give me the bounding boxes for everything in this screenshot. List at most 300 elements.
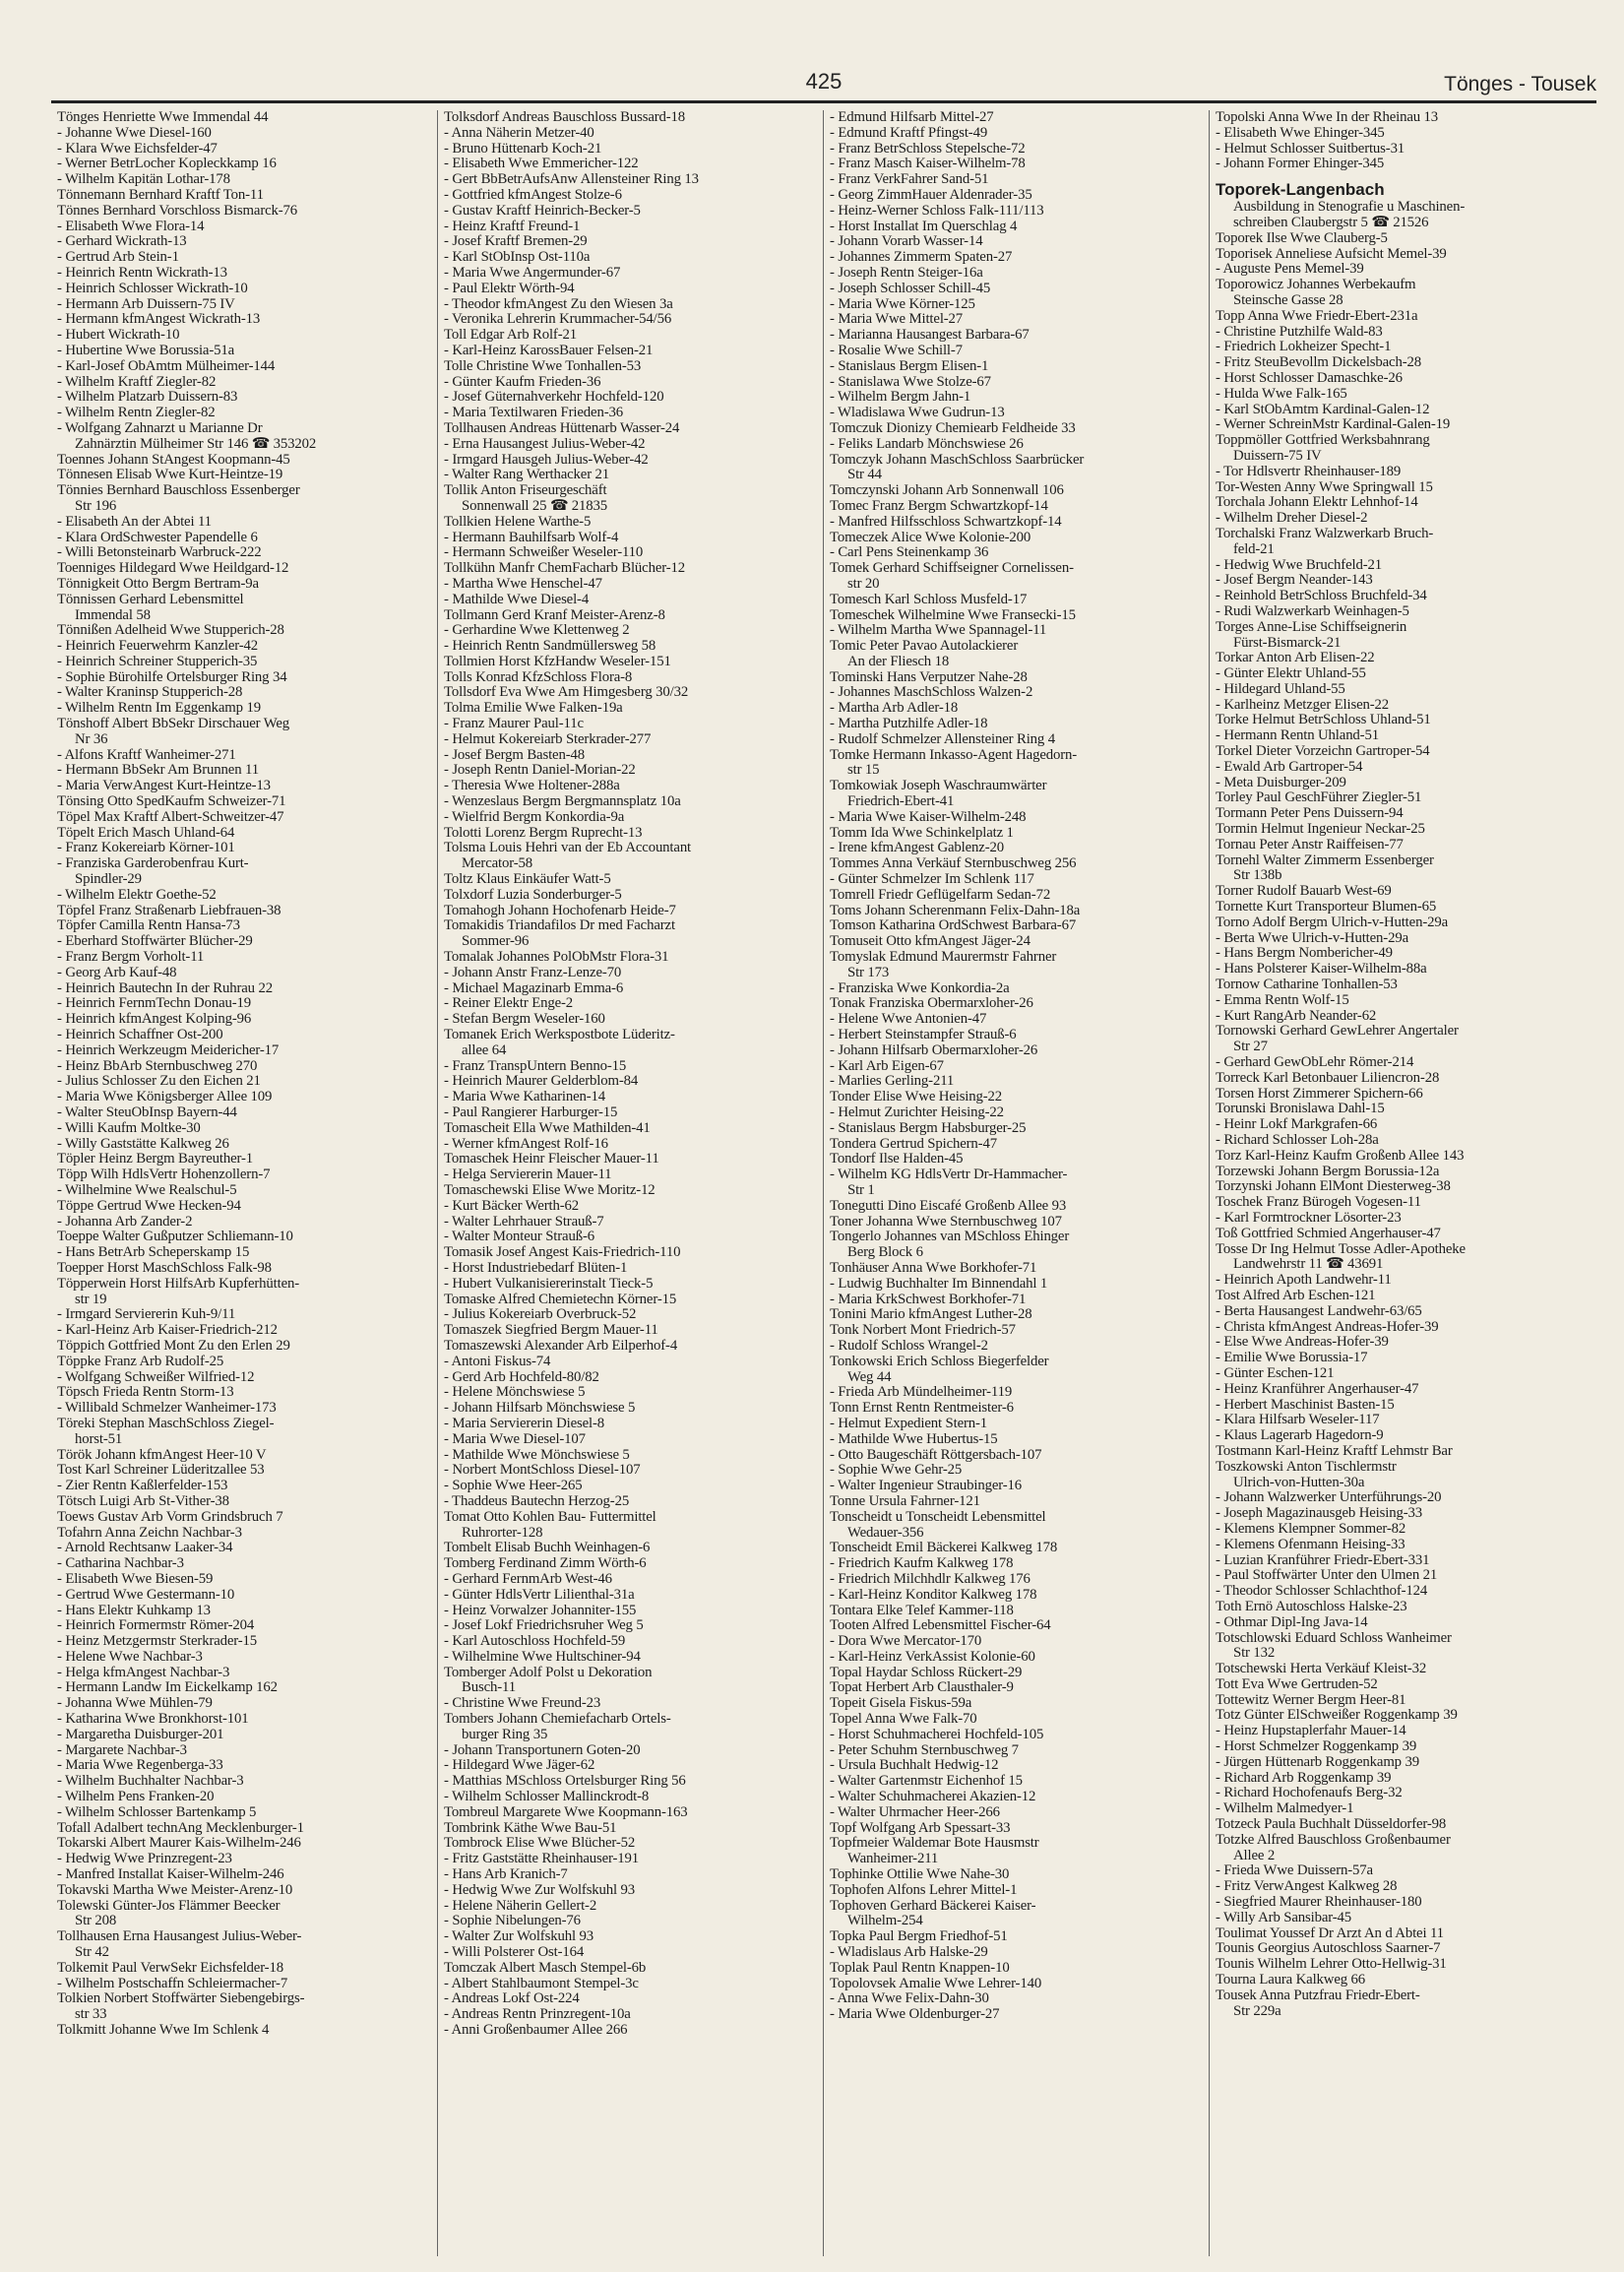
directory-entry: - Hedwig Wwe Zur Wolfskuhl 93 [444,1881,636,1898]
directory-entry: - Herbert Maschinist Basten-15 [1216,1396,1395,1413]
directory-entry: Torno Adolf Bergm Ulrich-v-Hutten-29a [1216,914,1449,930]
directory-entry: - Walter Schuhmacherei Akazien-12 [830,1789,1036,1805]
directory-entry: - Heinrich kfmAngest Kolping-96 [57,1011,252,1028]
directory-entry: - Fritz Gaststätte Rheinhauser-191 [444,1851,640,1867]
directory-entry: Tomanek Erich Werkspostbote Lüderitz- [444,1027,675,1043]
directory-entry: - Maria Wwe Diesel-107 [444,1430,586,1447]
directory-entry: - Othmar Dipl-Ing Java-14 [1216,1613,1368,1630]
directory-entry: - Antoni Fiskus-74 [444,1353,551,1369]
directory-entry: - Wilhelm Malmedyer-1 [1216,1800,1354,1817]
directory-entry: - Wolfgang Schweißer Wilfried-12 [57,1368,255,1385]
directory-entry: Tofahrn Anna Zeichn Nachbar-3 [57,1524,242,1541]
directory-entry: Tomahogh Johann Hochofenarb Heide-7 [444,902,676,918]
directory-entry-continuation: Str 138b [1233,867,1282,884]
directory-entry-continuation: An der Fliesch 18 [847,653,950,669]
directory-entry: Torchala Johann Elektr Lehnhof-14 [1216,494,1418,511]
directory-entry: - Karl StObInsp Ost-110a [444,249,591,266]
directory-entry: Tostmann Karl-Heinz Kraftf Lehmstr Bar [1216,1442,1453,1459]
directory-entry: Töpfer Camilla Rentn Hansa-73 [57,917,240,934]
directory-entry-continuation: Friedrich-Ebert-41 [847,793,955,810]
directory-entry: Toeppe Walter Gußputzer Schliemann-10 [57,1229,293,1245]
directory-entry: Tommes Anna Verkäuf Sternbuschweg 256 [830,855,1077,872]
directory-entry: - Wladislawa Wwe Gudrun-13 [830,405,1005,421]
directory-entry: - Thaddeus Bautechn Herzog-25 [444,1492,630,1509]
directory-entry: Tonn Ernst Rentn Rentmeister-6 [830,1400,1014,1417]
directory-entry: - Josef Bergm Basten-48 [444,746,585,763]
directory-entry: - Stanislaus Bergm Elisen-1 [830,357,989,374]
directory-entry: - Karl-Heinz KarossBauer Felsen-21 [444,342,654,358]
directory-entry: - Johannes Zimmerm Spaten-27 [830,249,1013,266]
directory-entry: Topal Haydar Schloss Rückert-29 [830,1664,1023,1680]
directory-entry: Tollkien Helene Warthe-5 [444,513,592,530]
directory-entry: - Reinhold BetrSchloss Bruchfeld-34 [1216,588,1427,604]
directory-entry: - Albert Stahlbaumont Stempel-3c [444,1975,639,1991]
directory-entry: - Otto Baugeschäft Röttgersbach-107 [830,1446,1042,1463]
directory-entry: Tombreul Margarete Wwe Koopmann-163 [444,1803,688,1820]
directory-entry: - Martha Putzhilfe Adler-18 [830,716,988,732]
directory-entry: Toschek Franz Bürogeh Vogesen-11 [1216,1194,1421,1211]
directory-entry: - Jürgen Hüttenarb Roggenkamp 39 [1216,1753,1419,1770]
directory-entry: - Andreas Lokf Ost-224 [444,1990,580,2007]
directory-entry-continuation: Landwehrstr 11 ☎ 43691 [1233,1256,1384,1273]
directory-entry: Totzke Alfred Bauschloss Großenbaumer [1216,1831,1451,1848]
directory-entry: Tomasik Josef Angest Kais-Friedrich-110 [444,1244,681,1261]
directory-column-2 [437,110,823,2256]
directory-entry: Toporisek Anneliese Aufsicht Memel-39 [1216,245,1447,262]
directory-entry: Topfmeier Waldemar Bote Hausmstr [830,1835,1039,1852]
directory-entry: - Anna Näherin Metzer-40 [444,124,594,141]
directory-entry: Topp Anna Wwe Friedr-Ebert-231a [1216,307,1418,324]
directory-entry: Tonne Ursula Fahrner-121 [830,1492,980,1509]
directory-entry-continuation: Str 196 [75,497,117,514]
directory-entry: - Gustav Kraftf Heinrich-Becker-5 [444,202,641,219]
directory-entry: Töreki Stephan MaschSchloss Ziegel- [57,1415,275,1431]
directory-entry: - Maria Wwe Mittel-27 [830,311,964,328]
directory-entry: Tomson Katharina OrdSchwest Barbara-67 [830,917,1077,934]
directory-entry: - Heinrich Schaffner Ost-200 [57,1027,223,1043]
directory-entry: - Klemens Ofenmann Heising-33 [1216,1536,1405,1552]
directory-entry: Tönnies Bernhard Bauschloss Essenberger [57,482,300,499]
directory-entry: Totz Günter ElSchweißer Roggenkamp 39 [1216,1707,1458,1724]
directory-entry: Tost Karl Schreiner Lüderitzallee 53 [57,1462,265,1479]
directory-entry: - Ursula Buchhalt Hedwig-12 [830,1757,999,1774]
directory-entry: - Marianna Hausangest Barbara-67 [830,327,1030,344]
directory-entry: Tomm Ida Wwe Schinkelplatz 1 [830,824,1014,841]
directory-entry: - Friedrich Lokheizer Specht-1 [1216,339,1392,355]
directory-entry: Tönnes Bernhard Vorschloss Bismarck-76 [57,202,298,219]
directory-entry: - Helmut Schlosser Suitbertus-31 [1216,140,1405,157]
directory-entry: Tolkmitt Johanne Wwe Im Schlenk 4 [57,2022,270,2039]
directory-entry-continuation: str 20 [847,575,880,592]
directory-entry: - Rudolf Schloss Wrangel-2 [830,1337,988,1354]
directory-entry: - Heinrich Feuerwehrm Kanzler-42 [57,638,259,655]
directory-entry: - Siegfried Maurer Rheinhauser-180 [1216,1894,1422,1911]
directory-entry: Tomkowiak Joseph Waschraumwärter [830,778,1047,794]
directory-entry: - Dora Wwe Mercator-170 [830,1633,982,1650]
directory-entry: Torke Helmut BetrSchloss Uhland-51 [1216,712,1431,728]
directory-entry: Toll Edgar Arb Rolf-21 [444,327,577,344]
directory-entry: - Johanna Wwe Mühlen-79 [57,1695,213,1712]
directory-entry: - Johannes MaschSchloss Walzen-2 [830,684,1033,701]
directory-entry: - Richard Schlosser Loh-28a [1216,1132,1379,1148]
directory-entry: Töpelt Erich Masch Uhland-64 [57,824,235,841]
directory-entry: Tontara Elke Telef Kammer-118 [830,1602,1014,1618]
directory-entry: - Kurt Bäcker Werth-62 [444,1197,579,1214]
directory-entry: - Heinz BbArb Sternbuschweg 270 [57,1057,258,1074]
directory-entry: - Klemens Klempner Sommer-82 [1216,1520,1406,1537]
directory-entry: - Helmut Zurichter Heising-22 [830,1104,1004,1120]
directory-entry: Tollmien Horst KfzHandw Weseler-151 [444,653,671,669]
directory-entry: - Marlies Gerling-211 [830,1073,955,1090]
directory-entry: - Sophie Bürohilfe Ortelsburger Ring 34 [57,668,287,685]
directory-entry: - Elisabeth Wwe Emmericher-122 [444,156,639,172]
directory-entry: - Hans Elektr Kuhkamp 13 [57,1602,211,1618]
directory-entry: - Helga Serviererin Mauer-11 [444,1167,612,1183]
directory-entry-continuation: Nr 36 [75,730,108,747]
directory-entry: - Herbert Steinstampfer Strauß-6 [830,1027,1017,1043]
directory-entry: Tonscheidt Emil Bäckerei Kalkweg 178 [830,1540,1058,1556]
directory-entry: - Irene kfmAngest Gablenz-20 [830,840,1004,856]
directory-entry: Tokavski Martha Wwe Meister-Arenz-10 [57,1881,293,1898]
directory-entry: - Werner kfmAngest Rolf-16 [444,1135,608,1152]
directory-entry: - Willi Betonsteinarb Warbruck-222 [57,544,262,561]
directory-entry-continuation: schreiben Claubergstr 5 ☎ 21526 [1233,214,1429,230]
directory-entry-continuation: Berg Block 6 [847,1244,923,1261]
directory-entry: - Emilie Wwe Borussia-17 [1216,1350,1368,1366]
directory-entry: - Julius Kokereiarb Overbruck-52 [444,1306,637,1323]
directory-entry: - Emma Rentn Wolf-15 [1216,991,1349,1008]
directory-entry: - Maria Wwe Körner-125 [830,295,975,312]
directory-entry: - Walter Monteur Strauß-6 [444,1229,594,1245]
directory-entry: Tondorf Ilse Halden-45 [830,1151,964,1168]
directory-entry: Tott Eva Wwe Gertruden-52 [1216,1675,1378,1692]
directory-entry: - Gerhard FernmArb West-46 [444,1570,612,1587]
directory-entry-continuation: Sommer-96 [462,933,530,950]
directory-entry: - Heinz Hupstaplerfahr Mauer-14 [1216,1723,1406,1739]
directory-entry: - Heinz-Werner Schloss Falk-111/113 [830,202,1044,219]
directory-entry: - Werner SchreinMstr Kardinal-Galen-19 [1216,416,1451,433]
directory-entry: Topka Paul Bergm Friedhof-51 [830,1928,1008,1945]
directory-entry: Topolovsek Amalie Wwe Lehrer-140 [830,1975,1042,1991]
directory-entry: - Paul Rangierer Harburger-15 [444,1104,618,1120]
directory-entry-continuation: Busch-11 [462,1679,516,1696]
directory-entry: Töppich Gottfried Mont Zu den Erlen 29 [57,1337,290,1354]
directory-entry: Torley Paul GeschFührer Ziegler-51 [1216,789,1422,806]
directory-entry: - Heinrich Rentn Wickrath-13 [57,264,227,281]
directory-entry-continuation: Str 42 [75,1944,109,1961]
directory-entry: - Hans Arb Kranich-7 [444,1866,568,1883]
directory-entry: Tor-Westen Anny Wwe Springwall 15 [1216,478,1433,495]
directory-entry: Tomuseit Otto kfmAngest Jäger-24 [830,933,1031,950]
directory-entry: - Hermann BbSekr Am Brunnen 11 [57,762,259,779]
directory-entry: - Joseph Rentn Daniel-Morian-22 [444,762,636,779]
directory-entry: Toulimat Youssef Dr Arzt An d Abtei 11 [1216,1925,1444,1941]
directory-entry: - Günter Schmelzer Im Schlenk 117 [830,871,1034,888]
directory-entry: Topat Herbert Arb Clausthaler-9 [830,1679,1014,1696]
directory-entry: - Heinrich Schlosser Wickrath-10 [57,280,248,296]
directory-entry: - Heinz Kraftf Freund-1 [444,218,581,234]
directory-entry: - Gerhard GewObLehr Römer-214 [1216,1054,1414,1071]
directory-entry: - Klaus Lagerarb Hagedorn-9 [1216,1427,1384,1444]
directory-entry: - Horst Schlosser Damaschke-26 [1216,369,1403,386]
directory-entry: - Walter Uhrmacher Heer-266 [830,1803,1000,1820]
directory-entry: - Manfred Hilfsschloss Schwartzkopf-14 [830,513,1062,530]
directory-entry-continuation: Wanheimer-211 [847,1851,939,1867]
directory-entry: - Mathilde Wwe Hubertus-15 [830,1430,998,1447]
directory-entry: - Rudi Walzwerkarb Weinhagen-5 [1216,602,1409,619]
directory-entry: - Karl-Heinz VerkAssist Kolonie-60 [830,1648,1035,1665]
directory-entry: Tomberger Adolf Polst u Dekoration [444,1664,653,1680]
directory-entry: Tomke Hermann Inkasso-Agent Hagedorn- [830,746,1078,763]
directory-entry: - Karl Formtrockner Lösorter-23 [1216,1209,1402,1226]
directory-entry: Tomrell Friedr Geflügelfarm Sedan-72 [830,886,1051,903]
directory-entry: - Wilhelm Platzarb Duissern-83 [57,389,238,406]
directory-entry: - Gertrud Wwe Gestermann-10 [57,1586,235,1603]
directory-entry: Tophofen Alfons Lehrer Mittel-1 [830,1881,1018,1898]
directory-entry: - Heinrich Bautechn In der Ruhrau 22 [57,979,273,996]
directory-entry: - Sophie Nibelungen-76 [444,1913,581,1929]
directory-entry: Tönnesen Elisab Wwe Kurt-Heintze-19 [57,467,283,483]
directory-entry: - Karl-Heinz Arb Kaiser-Friedrich-212 [57,1322,278,1339]
directory-entry: - Irmgard Hausgeh Julius-Weber-42 [444,451,649,468]
directory-entry: - Else Wwe Andreas-Hofer-39 [1216,1334,1389,1351]
directory-entry: - Luzian Kranführer Friedr-Ebert-331 [1216,1551,1430,1568]
directory-entry: - Wenzeslaus Bergm Bergmannsplatz 10a [444,793,681,810]
running-head [51,67,1596,103]
directory-entry: - Peter Schuhm Sternbuschweg 7 [830,1741,1019,1758]
directory-entry: - Maria Wwe Katharinen-14 [444,1089,606,1105]
directory-entry: Toszkowski Anton Tischlermstr [1216,1458,1397,1475]
directory-entry: - Paul Stoffwärter Unter den Ulmen 21 [1216,1567,1438,1584]
directory-entry: - Horst Industriebedarf Blüten-1 [444,1259,628,1276]
directory-entry: Totschewski Herta Verkäuf Kleist-32 [1216,1661,1427,1677]
directory-entry: - Meta Duisburger-209 [1216,774,1346,790]
directory-entry: Tötsch Luigi Arb St-Vither-38 [57,1492,229,1509]
directory-entry: - Franz Kokereiarb Körner-101 [57,840,235,856]
directory-entry: - Wilhelmine Wwe Hultschiner-94 [444,1648,641,1665]
directory-entry: Tonkowski Erich Schloss Biegerfelder [830,1353,1049,1369]
directory-entry-continuation: allee 64 [462,1041,507,1058]
directory-entry: - Paul Elektr Wörth-94 [444,280,575,296]
directory-entry: Tollik Anton Friseurgeschäft [444,482,607,499]
directory-entry: - Heinr Lokf Markgrafen-66 [1216,1116,1378,1133]
directory-entry: - Franz Bergm Vorholt-11 [57,949,205,966]
directory-entry: - Hermann Arb Duissern-75 IV [57,295,235,312]
directory-entry: - Franz BetrSchloss Stepelsche-72 [830,140,1026,157]
directory-entry: - Hermann Rentn Uhland-51 [1216,727,1379,744]
directory-entry: - Wilhelm Rentn Ziegler-82 [57,405,216,421]
directory-column-1 [51,110,437,2256]
directory-entry: - Wilhelm Dreher Diesel-2 [1216,510,1368,527]
directory-entry: - Johann Former Ehinger-345 [1216,156,1385,172]
directory-entry: Tousek Anna Putzfrau Friedr-Ebert- [1216,1987,1420,2003]
directory-entry-continuation: str 19 [75,1291,107,1307]
directory-entry: Tomyslak Edmund Maurermstr Fahrner [830,949,1057,966]
directory-entry: - Heinrich Maurer Gelderblom-84 [444,1073,639,1090]
directory-entry: - Stefan Bergm Weseler-160 [444,1011,605,1028]
directory-entry-continuation: Str 208 [75,1913,117,1929]
directory-entry: - Josef Lokf Friedrichsruher Weg 5 [444,1617,644,1634]
directory-entry: Tonhäuser Anna Wwe Borkhofer-71 [830,1259,1037,1276]
directory-entry: Tolkien Norbert Stoffwärter Siebengebirgs- [57,1990,305,2007]
directory-entry: - Willi Polsterer Ost-164 [444,1944,585,1961]
directory-entry: - Catharina Nachbar-3 [57,1555,184,1572]
directory-entry: - Wilhelm Bergm Jahn-1 [830,389,971,406]
directory-entry: - Klara Hilfsarb Weseler-117 [1216,1412,1380,1428]
directory-entry: Tolewski Günter-Jos Flämmer Beecker [57,1897,281,1914]
directory-entry: - Elisabeth Wwe Flora-14 [57,218,205,234]
directory-entry: Tollsdorf Eva Wwe Am Himgesberg 30/32 [444,684,689,701]
directory-entry: Tomeczek Alice Wwe Kolonie-200 [830,529,1031,545]
directory-entry: Tolle Christine Wwe Tonhallen-53 [444,357,642,374]
directory-entry: - Johann Hilfsarb Mönchswiese 5 [444,1400,636,1417]
directory-entry: - Willy Gaststätte Kalkweg 26 [57,1135,229,1152]
directory-entry: - Auguste Pens Memel-39 [1216,261,1364,278]
directory-entry: Tomalak Johannes PolObMstr Flora-31 [444,949,669,966]
directory-entry: - Maria Textilwaren Frieden-36 [444,405,623,421]
directory-entry: - Franz TranspUntern Benno-15 [444,1057,627,1074]
directory-entry-continuation: feld-21 [1233,540,1275,557]
directory-entry: - Wladislaus Arb Halske-29 [830,1944,988,1961]
directory-entry: - Helga kfmAngest Nachbar-3 [57,1664,230,1680]
directory-entry: Tollkühn Manfr ChemFacharb Blücher-12 [444,560,686,577]
directory-entry: - Gerhardine Wwe Klettenweg 2 [444,622,630,639]
directory-entry: Tonegutti Dino Eiscafé Großenb Allee 93 [830,1197,1067,1214]
directory-entry: - Elisabeth Wwe Biesen-59 [57,1570,214,1587]
directory-entry: - Fritz SteuBevollm Dickelsbach-28 [1216,354,1421,371]
directory-entry: Tomaske Alfred Chemietechn Körner-15 [444,1291,677,1307]
directory-entry: Tonk Norbert Mont Friedrich-57 [830,1322,1016,1339]
directory-entry: Toplak Paul Rentn Knappen-10 [830,1959,1010,1976]
directory-entry: Tomek Gerhard Schiffseigner Cornelissen- [830,560,1074,577]
directory-entry: Tomeschek Wilhelmine Wwe Fransecki-15 [830,606,1076,623]
directory-entry: Totschlowski Eduard Schloss Wanheimer [1216,1629,1452,1646]
directory-entry: Tolma Emilie Wwe Falken-19a [444,700,623,717]
directory-entry: Tornau Peter Anstr Raiffeisen-77 [1216,836,1404,852]
directory-entry: Tooten Alfred Lebensmittel Fischer-64 [830,1617,1051,1634]
directory-entry: - Helmut Kokereiarb Sterkrader-277 [444,730,652,747]
directory-entry: Tonini Mario kfmAngest Luther-28 [830,1306,1032,1323]
directory-entry: Toews Gustav Arb Vorm Grindsbruch 7 [57,1508,283,1525]
directory-entry: - Veronika Lehrerin Krummacher-54/56 [444,311,672,328]
directory-entry: Tomaszek Siegfried Bergm Mauer-11 [444,1322,658,1339]
directory-entry: - Kurt RangArb Neander-62 [1216,1007,1377,1024]
directory-entry-continuation: Ulrich-von-Hutten-30a [1233,1474,1365,1490]
directory-entry: - Hermann Landw Im Eickelkamp 162 [57,1679,278,1696]
directory-entry: - Mathilde Wwe Diesel-4 [444,591,590,607]
directory-entry-continuation: horst-51 [75,1430,123,1447]
directory-entry: - Maria Wwe Kaiser-Wilhelm-248 [830,808,1027,825]
directory-entry: Tolls Konrad KfzSchloss Flora-8 [444,668,633,685]
directory-entry: - Theresia Wwe Holtener-288a [444,778,620,794]
directory-entry-continuation: Str 44 [847,467,882,483]
directory-entry: Tokarski Albert Maurer Kais-Wilhelm-246 [57,1835,301,1852]
directory-entry: Topolski Anna Wwe In der Rheinau 13 [1216,110,1439,125]
directory-entry: Töpel Max Kraftf Albert-Schweitzer-47 [57,808,284,825]
directory-entry: Tomakidis Triandafilos Dr med Facharzt [444,917,675,934]
directory-entry: Tollhausen Andreas Hüttenarb Wasser-24 [444,419,680,436]
directory-entry: - Karl-Heinz Konditor Kalkweg 178 [830,1586,1037,1603]
directory-entry: Tormin Helmut Ingenieur Neckar-25 [1216,821,1425,838]
directory-entry: Töppe Gertrud Wwe Hecken-94 [57,1197,241,1214]
directory-entry-continuation: Allee 2 [1233,1847,1276,1863]
directory-entry: Tolkemit Paul VerwSekr Eichsfelder-18 [57,1959,283,1976]
directory-entry-continuation: Fürst-Bismarck-21 [1233,634,1342,651]
directory-entry: Tourna Laura Kalkweg 66 [1216,1972,1366,1988]
directory-entry: - Heinrich Werkzeugm Meidericher-17 [57,1041,280,1058]
directory-columns [51,110,1596,2256]
directory-entry: - Wolfgang Zahnarzt u Marianne Dr [57,419,263,436]
directory-entry: - Georg ZimmHauer Aldenrader-35 [830,186,1032,203]
directory-entry: - Wilhelm KG HdlsVertr Dr-Hammacher- [830,1167,1068,1183]
directory-entry: - Gert BbBetrAufsAnw Allensteiner Ring 13 [444,171,699,188]
directory-entry: - Wilhelm Elektr Goethe-52 [57,886,217,903]
directory-entry: - Mathilde Wwe Mönchswiese 5 [444,1446,630,1463]
directory-entry: - Willy Arb Sansibar-45 [1216,1909,1351,1925]
directory-entry: Torzynski Johann ElMont Diesterweg-38 [1216,1178,1451,1195]
directory-entry: - Hedwig Wwe Bruchfeld-21 [1216,556,1382,573]
directory-entry: - Heinrich Apoth Landwehr-11 [1216,1272,1392,1289]
directory-entry: Tomczak Albert Masch Stempel-6b [444,1959,647,1976]
directory-entry: - Johann Anstr Franz-Lenze-70 [444,964,622,980]
directory-entry: Tonak Franziska Obermarxloher-26 [830,995,1033,1012]
directory-entry: Toltz Klaus Einkäufer Watt-5 [444,871,611,888]
directory-entry: - Stanislaus Bergm Habsburger-25 [830,1119,1027,1136]
directory-entry: - Günter HdlsVertr Lilienthal-31a [444,1586,635,1603]
directory-entry: - Heinz Kranführer Angerhauser-47 [1216,1380,1419,1397]
directory-entry: - Heinz Metzgermstr Sterkrader-15 [57,1633,258,1650]
directory-entry: - Walter Kraninsp Stupperich-28 [57,684,243,701]
directory-entry: - Walter Ingenieur Straubinger-16 [830,1478,1023,1494]
directory-entry: - Franziska Garderobenfrau Kurt- [57,855,249,872]
directory-entry: Tonscheidt u Tonscheidt Lebensmittel [830,1508,1046,1525]
directory-column-4 [1209,110,1594,2256]
directory-entry: - Edmund Kraftf Pfingst-49 [830,124,988,141]
directory-entry: - Helene Wwe Antonien-47 [830,1011,987,1028]
directory-entry: - Bruno Hüttenarb Koch-21 [444,140,602,157]
page-number: 425 [805,69,843,94]
directory-entry: Toppmöller Gottfried Werksbahnrang [1216,432,1430,449]
directory-entry: - Johann Walzwerker Unterführungs-20 [1216,1489,1442,1506]
directory-entry: - Heinrich FernmTechn Donau-19 [57,995,252,1012]
directory-entry: Tombrink Käthe Wwe Bau-51 [444,1819,617,1836]
directory-entry: - Klara OrdSchwester Papendelle 6 [57,529,258,545]
directory-entry: - Wielfrid Bergm Konkordia-9a [444,808,625,825]
directory-entry: - Joseph Schlosser Schill-45 [830,280,991,296]
directory-entry: - Walter Rang Werthacker 21 [444,467,610,483]
directory-entry: Tombers Johann Chemiefacharb Ortels- [444,1711,671,1728]
directory-entry: - Willibald Schmelzer Wanheimer-173 [57,1400,277,1417]
directory-entry-continuation: Str 229a [1233,2002,1281,2019]
directory-entry: - Julius Schlosser Zu den Eichen 21 [57,1073,261,1090]
directory-entry: Toepper Horst MaschSchloss Falk-98 [57,1259,272,1276]
section-heading: Toporek-Langenbach [1216,180,1385,200]
directory-entry: - Joseph Rentn Steiger-16a [830,264,983,281]
directory-entry: Tonder Elise Wwe Heising-22 [830,1089,1003,1105]
directory-entry: - Hubert Vulkanisiererinstalt Tieck-5 [444,1275,654,1292]
directory-entry: - Theodor Schlosser Schlachthof-124 [1216,1583,1428,1600]
directory-entry: - Ludwig Buchhalter Im Binnendahl 1 [830,1275,1048,1292]
directory-entry: - Hans BetrArb Scheperskamp 15 [57,1244,250,1261]
directory-entry: - Katharina Wwe Bronkhorst-101 [57,1711,249,1728]
directory-entry: - Hubert Wickrath-10 [57,327,180,344]
directory-entry: - Sophie Wwe Gehr-25 [830,1462,963,1479]
directory-entry: Tornowski Gerhard GewLehrer Angertaler [1216,1023,1459,1040]
directory-entry: - Rosalie Wwe Schill-7 [830,342,963,358]
directory-entry: Tophinke Ottilie Wwe Nahe-30 [830,1866,1010,1883]
directory-entry: Tomberg Ferdinand Zimm Wörth-6 [444,1555,647,1572]
directory-entry-continuation: str 33 [75,2006,107,2023]
